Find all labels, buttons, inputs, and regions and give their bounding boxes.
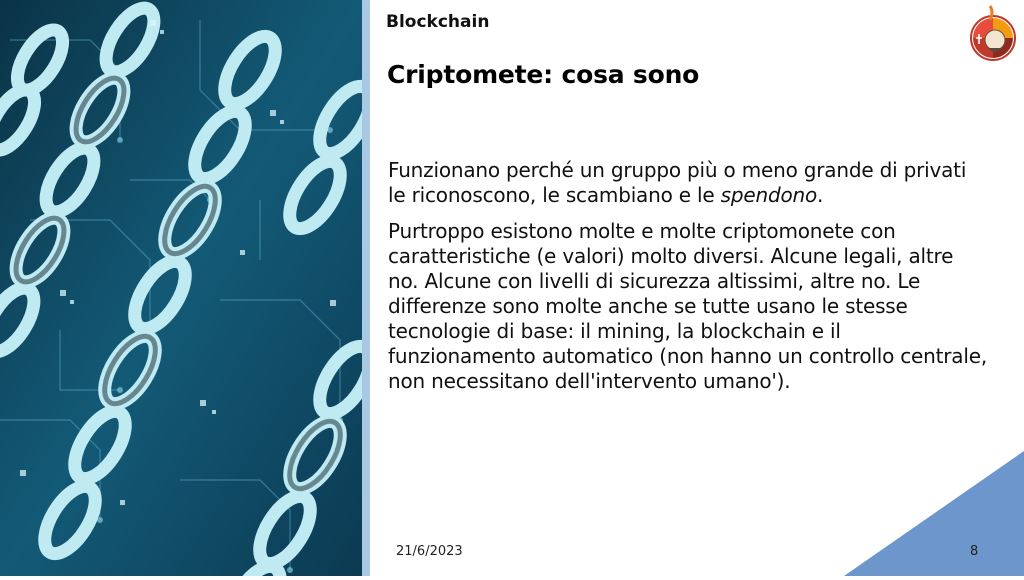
corner-triangle-decoration [844,451,1024,576]
paragraph-1-end: . [817,183,824,207]
blockchain-chain-image [0,0,362,576]
accent-stripe [362,0,370,576]
paragraph-2: Purtroppo esistono molte e molte criptomonete con caratteristiche (e valori) molto diversi. Alcune legali, altre no. Alcune con livelli di sicurezza altissimi, altre no. Le differenze sono molte anche se tutte usano le stesse tecnologie di base: il mining, la blockchain e il funzionamento automatico (non hanno un controllo centrale, non necessitano dell'intervento umano'). [388,219,987,393]
paragraph-1-text: Funzionano perché un gruppo più o meno grande di privati le riconoscono, le scambiano e le [388,158,967,207]
school-logo-icon [968,4,1018,64]
section-title: Blockchain [386,12,490,32]
slide-number: 8 [970,544,979,559]
slide-body [388,158,988,405]
paragraph-1-emphasis: spendono [720,183,817,207]
slide-title: Criptomete: cosa sono [387,60,700,89]
paragraph-1 [388,158,988,208]
footer-date: 21/6/2023 [396,544,463,559]
